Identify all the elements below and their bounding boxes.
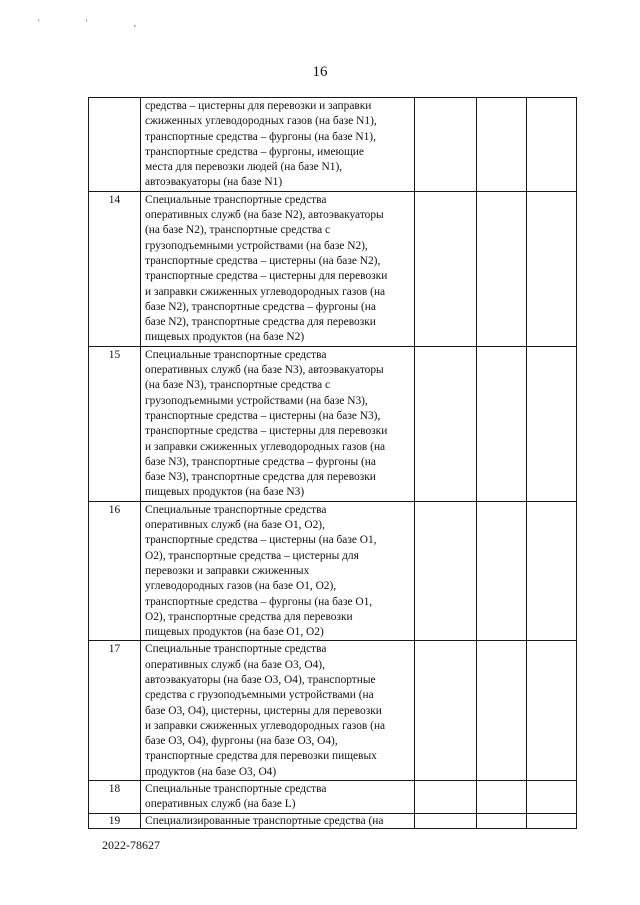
document-id: 2022-78627	[102, 838, 160, 852]
row-number: 17	[89, 641, 141, 781]
value-cell	[415, 191, 477, 346]
value-cell	[527, 641, 577, 781]
page-number: 16	[312, 64, 328, 80]
row-number: 18	[89, 781, 141, 814]
row-description: Специальные транспортные средства оперативных служб (на базе O1, O2), транспортные средства – цистерны (на базе O1, O2), транспортные средства – цистерны для перевозки и заправки сжиженных углеводородных газов (на базе O1, O2), транспортные средства – фургоны (на базе O1, O2), транспортные средства для перевозки пищевых продуктов (на базе O1, O2)	[141, 501, 415, 641]
table-row	[89, 641, 577, 781]
value-cell	[527, 813, 577, 828]
row-description: Специальные транспортные средства оперативных служб (на базе O3, O4), автоэвакуаторы (на базе O3, O4), транспортные средства с грузоподъемными устройствами (на базе O3, O4), цистерны, цистерны для перевозки и заправки сжиженных углеводородных газов (на базе O3, O4), фургоны (на базе O3, O4), транспортные средства для перевозки пищевых продуктов (на базе O3, O4)	[141, 641, 415, 781]
row-description: Специальные транспортные средства оперативных служб (на базе N3), автоэвакуаторы (на базе N3), транспортные средства с грузоподъемными устройствами (на базе N3), транспортные средства – цистерны (на базе N3), транспортные средства – цистерны для перевозки и заправки сжиженных углеводородных газов (на базе N3), транспортные средства – фургоны (на базе N3), транспортные средства для перевозки пищевых продуктов (на базе N3)	[141, 346, 415, 501]
row-description: Специальные транспортные средства оперативных служб (на базе L)	[141, 781, 415, 814]
value-cell	[477, 641, 527, 781]
value-cell	[527, 98, 577, 192]
row-number: 19	[89, 813, 141, 828]
value-cell	[477, 813, 527, 828]
vehicle-categories-table	[88, 97, 577, 829]
table-row	[89, 191, 577, 346]
row-description: средства – цистерны для перевозки и заправки сжиженных углеводородных газов (на базе N1), транспортные средства – фургоны (на базе N1), транспортные средства – фургоны, имеющие места для перевозки людей (на базе N1), автоэвакуаторы (на базе N1)	[141, 98, 415, 192]
value-cell	[415, 501, 477, 641]
value-cell	[477, 781, 527, 814]
value-cell	[415, 781, 477, 814]
row-number: 14	[89, 191, 141, 346]
value-cell	[477, 191, 527, 346]
value-cell	[415, 98, 477, 192]
row-number: 16	[89, 501, 141, 641]
table-row	[89, 813, 577, 828]
row-number: 15	[89, 346, 141, 501]
value-cell	[415, 813, 477, 828]
value-cell	[527, 191, 577, 346]
table-row	[89, 346, 577, 501]
value-cell	[477, 98, 527, 192]
value-cell	[527, 781, 577, 814]
table-row	[89, 781, 577, 814]
value-cell	[477, 501, 527, 641]
value-cell	[415, 641, 477, 781]
value-cell	[415, 346, 477, 501]
value-cell	[527, 346, 577, 501]
table-row	[89, 98, 577, 192]
row-number	[89, 98, 141, 192]
value-cell	[527, 501, 577, 641]
row-description: Специальные транспортные средства оперативных служб (на базе N2), автоэвакуаторы (на базе N2), транспортные средства с грузоподъемными устройствами (на базе N2), транспортные средства – цистерны (на базе N2), транспортные средства – цистерны для перевозки и заправки сжиженных углеводородных газов (на базе N2), транспортные средства – фургоны (на базе N2), транспортные средства для перевозки пищевых продуктов (на базе N2)	[141, 191, 415, 346]
value-cell	[477, 346, 527, 501]
table-row	[89, 501, 577, 641]
row-description: Специализированные транспортные средства (на	[141, 813, 415, 828]
scan-artifact-marks: ' ' ,	[38, 18, 158, 28]
